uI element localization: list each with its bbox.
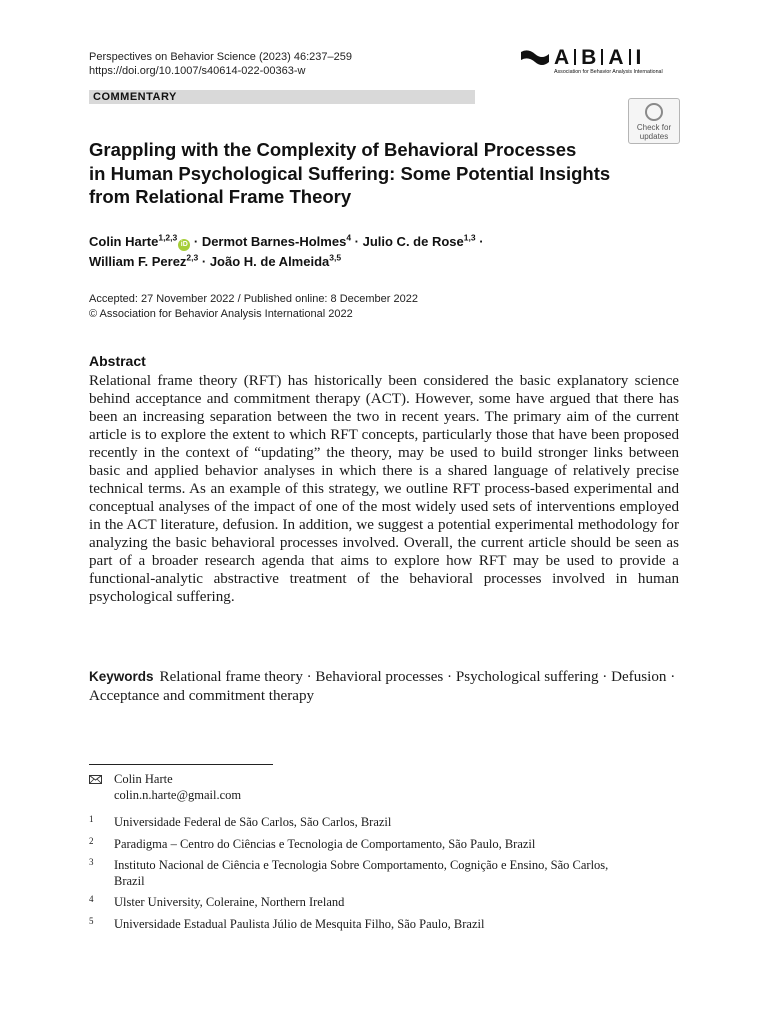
logo-letter: B [581,46,597,69]
footnote-divider [89,764,273,765]
orcid-icon[interactable]: iD [178,239,190,251]
author-name[interactable]: William F. Perez [89,254,187,269]
article-type-label: COMMENTARY [93,91,177,103]
affiliation-item [89,858,689,889]
author-name[interactable]: Dermot Barnes-Holmes [201,234,347,249]
check-updates-icon [645,103,663,121]
author-affiliation-marker: 2,3 [186,252,199,263]
check-updates-line2: updates [639,132,669,141]
affiliation-text: Ulster University, Coleraine, Northern Ireland [114,895,345,909]
author-affiliation-marker: 4 [346,232,352,243]
author-name[interactable]: Julio C. de Rose [362,234,464,249]
copyright-notice: © Association for Behavior Analysis International 2022 [89,308,353,320]
abstract-heading: Abstract [89,353,146,369]
author-list [89,232,484,272]
title-line: from Relational Frame Theory [89,186,352,207]
abai-logo [520,46,680,80]
affiliation-number: 3 [89,857,94,867]
affiliation-number: 1 [89,814,94,824]
author-separator: · [475,234,484,249]
affiliation-item [89,837,689,853]
logo-letter: I [635,46,642,69]
keywords-label: Keywords [89,669,154,684]
author-line-2 [89,252,484,272]
author-separator: · [351,234,363,249]
logo-letter: A [554,46,570,69]
author-name[interactable]: João H. de Almeida [209,254,330,269]
affiliation-text: Paradigma – Centro do Ciências e Tecnologia de Comportamento, São Paulo, Brazil [114,836,536,851]
affiliation-item [89,815,689,831]
envelope-icon [89,775,102,784]
affiliation-item [89,895,689,911]
author-name[interactable]: Colin Harte [89,234,159,249]
keywords-text: Relational frame theory · Behavioral processes · Psychological suffering · Defusion · Acceptance and commitment therapy [89,669,676,704]
title-line: in Human Psychological Suffering: Some Potential Insights [89,162,611,184]
doi-link[interactable]: https://doi.org/10.1007/s40614-022-00363-w [89,65,306,77]
author-affiliation-marker: 1,3 [463,232,476,243]
author-line-1 [89,232,484,252]
check-updates-line1: Check for [636,123,672,132]
journal-citation: Perspectives on Behavior Science (2023) 46:237–259 [89,51,352,63]
affiliation-text: Instituto Nacional de Ciência e Tecnologia Sobre Comportamento, Cognição e Ensino, São Carlos, Brazil [114,858,609,888]
logo-letter: A [608,46,624,69]
publication-dates [89,292,418,322]
author-affiliation-marker: 3,5 [329,252,342,263]
affiliation-number: 4 [89,894,94,904]
title-line: Grappling with the Complexity of Behavioral Processes [89,139,577,160]
article-title [89,138,649,209]
article-type-bar [89,90,475,104]
affiliations-list [89,815,689,938]
logo-subtitle: Association for Behavior Analysis International [554,69,663,75]
affiliation-number: 2 [89,835,94,846]
affiliation-text: Universidade Estadual Paulista Júlio de Mesquita Filho, São Paulo, Brazil [114,916,485,931]
affiliation-number: 5 [89,915,94,926]
keywords-section [89,668,689,705]
accepted-published-date: Accepted: 27 November 2022 / Published online: 8 December 2022 [89,293,418,305]
abstract-text: Relational frame theory (RFT) has historically been considered the basic explanatory science behind acceptance and commitment therapy (ACT). However, some have argued that there has been an increasing separation between the two in recent years. The primary aim of the current article is to explore the extent to which RFT concepts, particularly those that have been proposed recently in the context of “updating” the theory, may be used to build stronger links between basic and applied behavior analyses in which there is a shared language of relatively precise technical terms. As an example of this strategy, we outline RFT process-based experimental and conceptual analyses of the impact of one of the most widely used sets of interventions employed in the ACT literature, defusion. In addition, we suggest a potential experimental methodology for analyzing the basic behavioral processes involved. Overall, the current article should be seen as part of a broader research agenda that aims to explore how RFT may be used to provide a functional-analytic abstractive treatment of the behavioral processes involved in human psychological suffering. [89,373,679,605]
affiliation-text: Universidade Federal de São Carlos, São Carlos, Brazil [114,815,392,829]
correspondence-email[interactable]: colin.n.harte@gmail.com [114,787,242,802]
correspondence-name: Colin Harte [114,772,173,786]
author-affiliation-marker: 1,2,3 [158,232,178,243]
abai-logo-mark-icon [520,48,550,68]
author-separator: · [198,254,210,269]
author-separator: · [190,234,202,249]
logo-letters [554,46,641,70]
affiliation-item [89,917,689,933]
journal-info [89,50,352,78]
